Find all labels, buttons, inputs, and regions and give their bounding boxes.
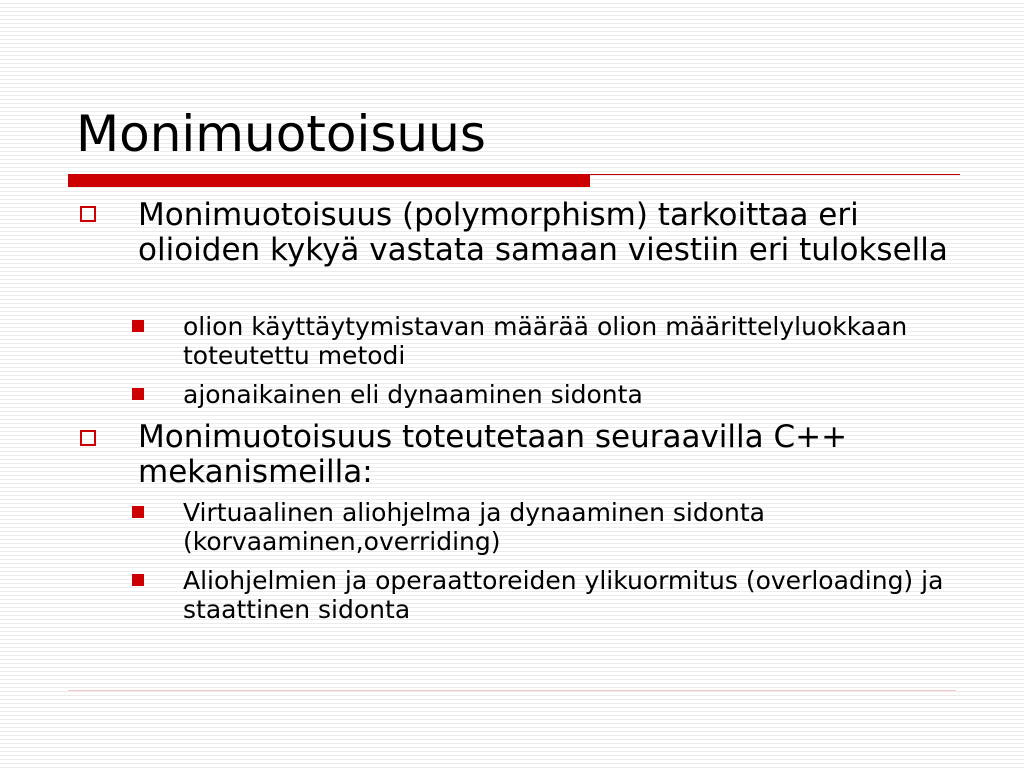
footer-rule	[68, 690, 956, 691]
solid-square-icon	[132, 388, 144, 400]
bullet-2-text: Monimuotoisuus toteutetaan seuraavilla C++ mekanismeilla:	[138, 419, 848, 490]
hollow-square-icon	[80, 430, 96, 446]
bullet-2-sub-1-text: Virtuaalinen aliohjelma ja dynaaminen sidonta (korvaaminen,overriding)	[183, 498, 765, 556]
hollow-square-icon	[80, 206, 96, 222]
slide-title: Monimuotoisuus	[76, 105, 486, 163]
solid-square-icon	[132, 506, 144, 518]
bullet-2-sub-2-text: Aliohjelmien ja operaattoreiden ylikuormitus (overloading) ja staattinen sidonta	[183, 566, 944, 624]
solid-square-icon	[132, 320, 144, 332]
bullet-1-sub-2-text: ajonaikainen eli dynaaminen sidonta	[183, 380, 643, 409]
bullet-1-sub-1-text: olion käyttäytymistavan määrää olion määrittelyluokkaan toteutettu metodi	[183, 312, 908, 370]
solid-square-icon	[132, 574, 144, 586]
bullet-1-text: Monimuotoisuus (polymorphism) tarkoittaa eri olioiden kykyä vastata samaan viestiin eri tuloksella	[138, 197, 948, 268]
